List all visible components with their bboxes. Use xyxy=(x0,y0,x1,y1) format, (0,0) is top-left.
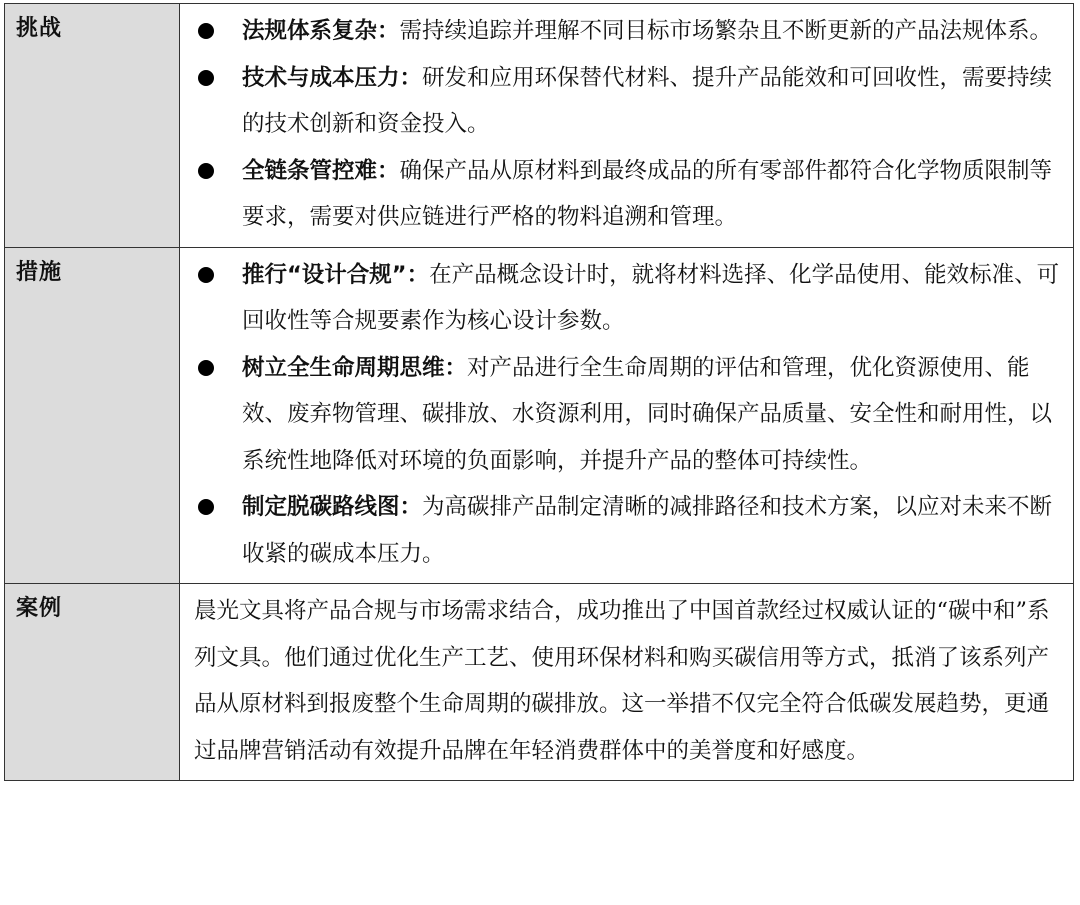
bullet-dot-icon xyxy=(198,499,214,515)
list-item xyxy=(190,484,1067,577)
table-row-case xyxy=(5,584,1074,781)
bullet-list xyxy=(190,8,1067,241)
item-text: 在产品概念设计时，就将材料选择、化学品使用、能效标准、可回收性等合规要素作为核心设计参数。 xyxy=(242,261,1060,334)
bullet-dot-icon xyxy=(198,23,214,39)
table-row-challenges xyxy=(5,4,1074,248)
item-term: 全链条管控难： xyxy=(242,157,400,184)
row-content xyxy=(180,247,1074,584)
row-label: 案例 xyxy=(5,584,180,781)
list-item xyxy=(190,252,1067,345)
list-item xyxy=(190,345,1067,485)
list-item xyxy=(190,148,1067,241)
item-text: 需持续追踪并理解不同目标市场繁杂且不断更新的产品法规体系。 xyxy=(399,18,1053,44)
bullet-dot-icon xyxy=(198,70,214,86)
row-label: 措施 xyxy=(5,247,180,584)
item-term: 推行“设计合规”： xyxy=(242,261,430,288)
item-text: 确保产品从原材料到最终成品的所有零部件都符合化学物质限制等要求，需要对供应链进行严格的物料追溯和管理。 xyxy=(242,157,1053,230)
list-item xyxy=(190,55,1067,148)
bullet-dot-icon xyxy=(198,360,214,376)
bullet-dot-icon xyxy=(198,267,214,283)
list-item xyxy=(190,8,1067,55)
bullet-dot-icon xyxy=(198,163,214,179)
item-term: 技术与成本压力： xyxy=(242,64,423,91)
item-term: 树立全生命周期思维： xyxy=(242,354,468,381)
case-paragraph: 晨光文具将产品合规与市场需求结合，成功推出了中国首款经过权威认证的“碳中和”系列文具。他们通过优化生产工艺、使用环保材料和购买碳信用等方式，抵消了该系列产品从原材料到报废整个生命周期的碳排放。这一举措不仅完全符合低碳发展趋势，更通过品牌营销活动有效提升品牌在年轻消费群体中的美誉度和好感度。 xyxy=(194,598,1050,764)
item-text: 对产品进行全生命周期的评估和管理，优化资源使用、能效、废弃物管理、碳排放、水资源利用，同时确保产品质量、安全性和耐用性，以系统性地降低对环境的负面影响，并提升产品的整体可持续性。 xyxy=(242,354,1053,474)
bullet-list xyxy=(190,252,1067,578)
item-text: 为高碳排产品制定清晰的减排路径和技术方案，以应对未来不断收紧的碳成本压力。 xyxy=(242,494,1053,567)
item-term: 法规体系复杂： xyxy=(242,18,400,44)
item-text: 研发和应用环保替代材料、提升产品能效和可回收性，需要持续的技术创新和资金投入。 xyxy=(242,64,1053,137)
item-term: 制定脱碳路线图： xyxy=(242,494,423,520)
content-table xyxy=(4,3,1074,781)
table-row-measures xyxy=(5,247,1074,584)
row-content xyxy=(180,584,1074,781)
row-content xyxy=(180,4,1074,248)
row-label: 挑战 xyxy=(5,4,180,248)
